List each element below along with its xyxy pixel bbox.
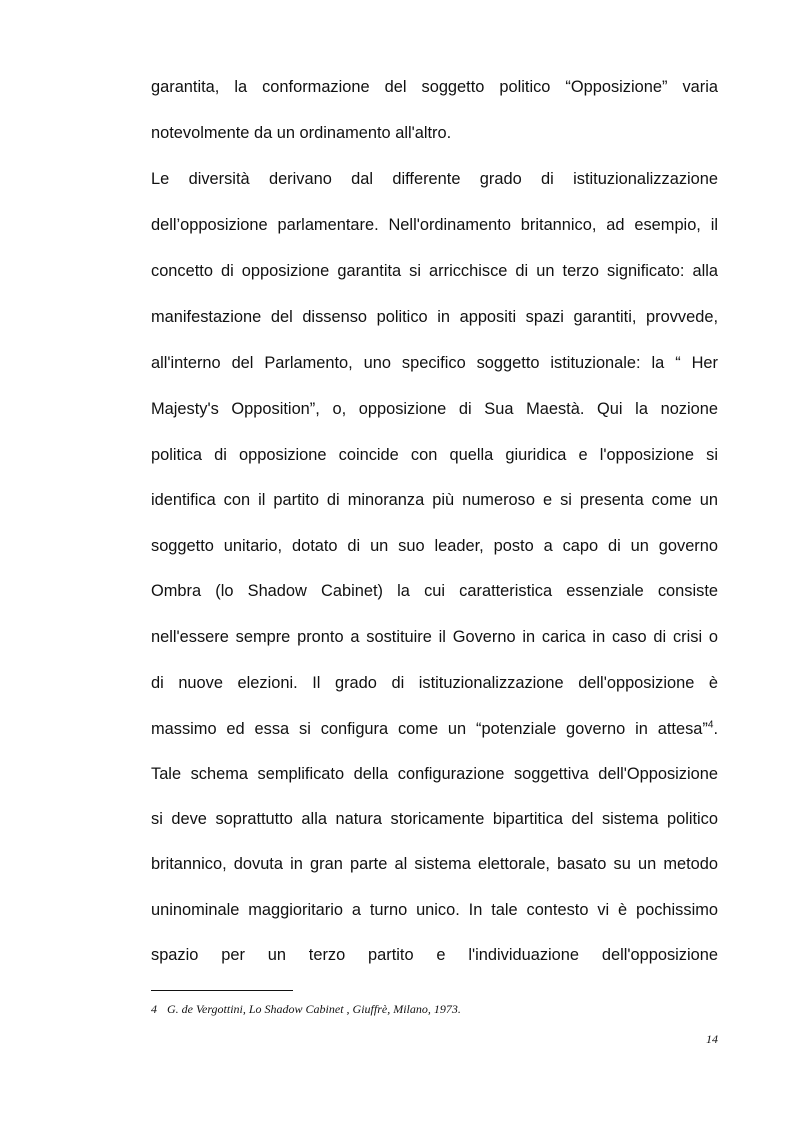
sentence-period: . xyxy=(713,720,718,738)
footnote-reference[interactable]: 4 xyxy=(707,719,714,731)
body-line: manifestazione del dissenso politico in appositi spazi garantiti, provvede, xyxy=(151,308,718,326)
body-line: Ombra (lo Shadow Cabinet) la cui caratteristica essenziale consiste xyxy=(151,582,718,600)
body-line: Tale schema semplificato della configurazione soggettiva dell'Opposizione xyxy=(151,765,718,783)
body-line: uninominale maggioritario a turno unico. In tale contesto vi è pochissimo xyxy=(151,901,718,919)
body-line: di nuove elezioni. Il grado di istituzionalizzazione dell'opposizione è xyxy=(151,674,718,692)
footnote-separator xyxy=(151,990,293,991)
body-line: Majesty's Opposition”, o, opposizione di Sua Maestà. Qui la nozione xyxy=(151,400,718,418)
body-line-text: massimo ed essa si configura come un “potenziale governo in attesa” xyxy=(151,720,708,738)
body-line: politica di opposizione coincide con quella giuridica e l'opposizione si xyxy=(151,446,718,464)
body-line: identifica con il partito di minoranza più numeroso e si presenta come un xyxy=(151,491,718,509)
body-line: si deve soprattutto alla natura storicamente bipartitica del sistema politico xyxy=(151,810,718,828)
page-number: 14 xyxy=(706,1032,718,1046)
body-line: Le diversità derivano dal differente grado di istituzionalizzazione xyxy=(151,170,718,188)
body-line: britannico, dovuta in gran parte al sistema elettorale, basato su un metodo xyxy=(151,855,718,873)
body-line-with-footnote-ref xyxy=(151,718,718,740)
body-line: nell'essere sempre pronto a sostituire il Governo in carica in caso di crisi o xyxy=(151,628,718,646)
footnote-number: 4 xyxy=(151,1002,157,1016)
body-line: garantita, la conformazione del soggetto politico “Opposizione” varia xyxy=(151,78,718,96)
body-line: all'interno del Parlamento, uno specifico soggetto istituzionale: la “ Her xyxy=(151,354,718,372)
body-line: concetto di opposizione garantita si arricchisce di un terzo significato: alla xyxy=(151,262,718,280)
body-line: notevolmente da un ordinamento all'altro. xyxy=(151,124,452,142)
footnote-text: G. de Vergottini, Lo Shadow Cabinet , Giuffrè, Milano, 1973. xyxy=(167,1002,461,1016)
body-line: soggetto unitario, dotato di un suo leader, posto a capo di un governo xyxy=(151,537,718,555)
footnote xyxy=(151,1002,461,1017)
body-line: spazio per un terzo partito e l'individuazione dell'opposizione xyxy=(151,946,718,964)
body-line: dell’opposizione parlamentare. Nell'ordinamento britannico, ad esempio, il xyxy=(151,216,718,234)
